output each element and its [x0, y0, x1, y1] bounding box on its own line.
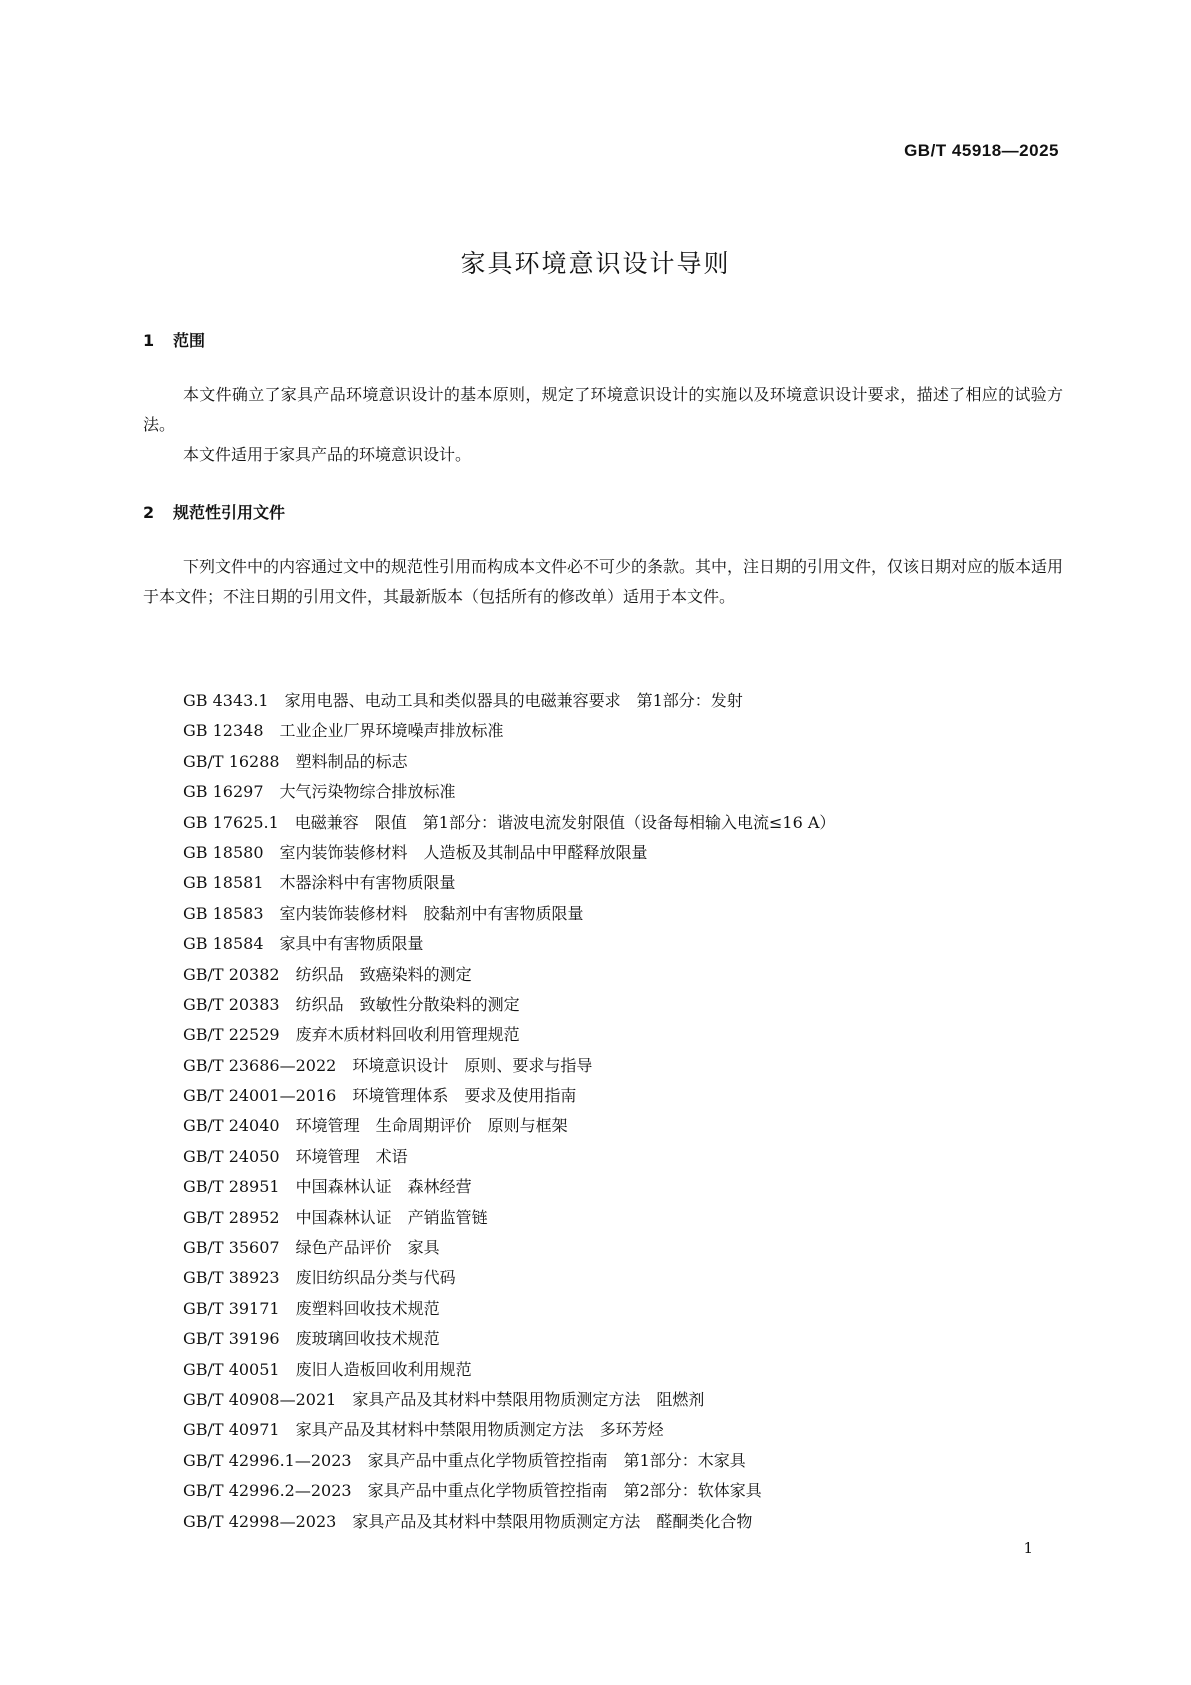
- reference-code: GB 18584: [183, 934, 264, 954]
- reference-item: [183, 686, 1083, 716]
- reference-title: 中国森林认证 森林经营: [295, 1177, 472, 1197]
- reference-item: [183, 777, 1083, 807]
- reference-title: 纺织品 致癌染料的测定: [295, 964, 472, 984]
- reference-code: GB 12348: [183, 721, 264, 741]
- reference-title: 室内装饰装修材料 胶黏剂中有害物质限量: [279, 903, 584, 923]
- reference-code: GB/T 40908—2021: [183, 1389, 337, 1409]
- reference-item: [183, 899, 1083, 929]
- section-2-heading: [143, 500, 285, 523]
- reference-item: [183, 1415, 1083, 1445]
- section-2-title: 规范性引用文件: [173, 503, 286, 522]
- reference-code: GB/T 28952: [183, 1207, 280, 1227]
- reference-item: [183, 1263, 1083, 1293]
- reference-code: GB/T 35607: [183, 1238, 280, 1258]
- reference-item: [183, 808, 1083, 838]
- reference-title: 木器涂料中有害物质限量: [279, 873, 456, 893]
- reference-code: GB 18581: [183, 873, 264, 893]
- reference-item: [183, 990, 1083, 1020]
- reference-title: 废玻璃回收技术规范: [295, 1329, 440, 1349]
- reference-title: 家具产品及其材料中禁限用物质测定方法 多环芳烃: [295, 1420, 664, 1440]
- section-1-heading: [143, 328, 205, 351]
- reference-item: [183, 747, 1083, 777]
- reference-title: 大气污染物综合排放标准: [279, 782, 456, 802]
- reference-title: 家具产品及其材料中禁限用物质测定方法 阻燃剂: [352, 1389, 705, 1409]
- reference-item: [183, 1020, 1083, 1050]
- reference-code: GB/T 20382: [183, 964, 280, 984]
- reference-title: 家具中有害物质限量: [279, 934, 424, 954]
- reference-item: [183, 1172, 1083, 1202]
- reference-code: GB/T 38923: [183, 1268, 280, 1288]
- reference-title: 废旧人造板回收利用规范: [295, 1359, 472, 1379]
- reference-item: [183, 716, 1083, 746]
- reference-item: [183, 929, 1083, 959]
- section-2-intro: [143, 552, 1063, 612]
- section-2-intro-paragraph: 下列文件中的内容通过文中的规范性引用而构成本文件必不可少的条款。其中，注日期的引用文件，仅该日期对应的版本适用于本文件；不注日期的引用文件，其最新版本（包括所有的修改单）适用于本文件。: [143, 557, 1064, 606]
- reference-code: GB/T 20383: [183, 994, 280, 1014]
- reference-code: GB/T 16288: [183, 751, 280, 771]
- reference-item: [183, 1385, 1083, 1415]
- reference-title: 电磁兼容 限值 第1部分：谐波电流发射限值（设备每相输入电流≤16 A）: [294, 812, 836, 832]
- reference-code: GB 4343.1: [183, 691, 269, 710]
- reference-title: 塑料制品的标志: [295, 751, 408, 771]
- section-1-paragraph: 本文件确立了家具产品环境意识设计的基本原则，规定了环境意识设计的实施以及环境意识设计要求，描述了相应的试验方法。: [143, 385, 1063, 434]
- reference-code: GB/T 40051: [183, 1359, 280, 1379]
- reference-code: GB/T 24050: [183, 1146, 280, 1166]
- reference-item: [183, 1324, 1083, 1354]
- reference-title: 中国森林认证 产销监管链: [295, 1207, 488, 1227]
- reference-title: 室内装饰装修材料 人造板及其制品中甲醛释放限量: [279, 842, 648, 862]
- reference-title: 纺织品 致敏性分散染料的测定: [295, 994, 520, 1014]
- reference-item: [183, 1142, 1083, 1172]
- reference-title: 绿色产品评价 家具: [295, 1238, 440, 1258]
- reference-item: [183, 838, 1083, 868]
- reference-item: [183, 1233, 1083, 1263]
- reference-item: [183, 1507, 1083, 1537]
- reference-code: GB/T 40971: [183, 1420, 280, 1440]
- reference-code: GB/T 22529: [183, 1025, 280, 1045]
- standard-number: GB/T 45918—2025: [904, 141, 1059, 160]
- section-1-body: [143, 380, 1063, 470]
- reference-item: [183, 1476, 1083, 1506]
- reference-code: GB/T 42998—2023: [183, 1511, 337, 1531]
- reference-item: [183, 868, 1083, 898]
- reference-title: 废塑料回收技术规范: [295, 1298, 440, 1318]
- reference-item: [183, 1294, 1083, 1324]
- reference-item: [183, 1446, 1083, 1476]
- reference-code: GB/T 39171: [183, 1298, 280, 1318]
- reference-code: GB 17625.1: [183, 812, 279, 832]
- reference-title: 家具产品中重点化学物质管控指南 第1部分：木家具: [367, 1450, 746, 1470]
- reference-item: [183, 1111, 1083, 1141]
- section-1-title: 范围: [173, 331, 206, 350]
- reference-title: 家具产品及其材料中禁限用物质测定方法 醛酮类化合物: [352, 1511, 753, 1531]
- reference-title: 环境管理 术语: [295, 1146, 408, 1166]
- reference-code: GB/T 42996.1—2023: [183, 1450, 352, 1470]
- reference-item: [183, 1203, 1083, 1233]
- reference-title: 环境管理体系 要求及使用指南: [352, 1086, 577, 1106]
- reference-title: 废弃木质材料回收利用管理规范: [295, 1025, 520, 1045]
- reference-title: 环境意识设计 原则、要求与指导: [352, 1055, 593, 1075]
- reference-code: GB/T 24040: [183, 1116, 280, 1136]
- section-1-paragraph: 本文件适用于家具产品的环境意识设计。: [183, 445, 472, 464]
- section-2-number: 2: [143, 503, 155, 522]
- reference-title: 家用电器、电动工具和类似器具的电磁兼容要求 第1部分：发射: [284, 691, 743, 710]
- reference-code: GB/T 24001—2016: [183, 1086, 337, 1106]
- reference-item: [183, 1081, 1083, 1111]
- reference-code: GB 18583: [183, 903, 264, 923]
- reference-list: [183, 686, 1083, 1537]
- page-number: 1: [1023, 1539, 1033, 1557]
- reference-item: [183, 960, 1083, 990]
- reference-item: [183, 1051, 1083, 1081]
- reference-title: 废旧纺织品分类与代码: [295, 1268, 456, 1288]
- reference-code: GB/T 23686—2022: [183, 1055, 337, 1075]
- reference-code: GB/T 28951: [183, 1177, 280, 1197]
- reference-code: GB/T 42996.2—2023: [183, 1481, 352, 1501]
- reference-code: GB 18580: [183, 842, 264, 862]
- reference-title: 环境管理 生命周期评价 原则与框架: [295, 1116, 568, 1136]
- reference-title: 家具产品中重点化学物质管控指南 第2部分：软体家具: [367, 1481, 762, 1501]
- reference-item: [183, 1355, 1083, 1385]
- reference-title: 工业企业厂界环境噪声排放标准: [279, 721, 504, 741]
- reference-code: GB 16297: [183, 782, 264, 802]
- section-1-number: 1: [143, 331, 155, 350]
- reference-code: GB/T 39196: [183, 1329, 280, 1349]
- document-title: 家具环境意识设计导则: [460, 249, 731, 278]
